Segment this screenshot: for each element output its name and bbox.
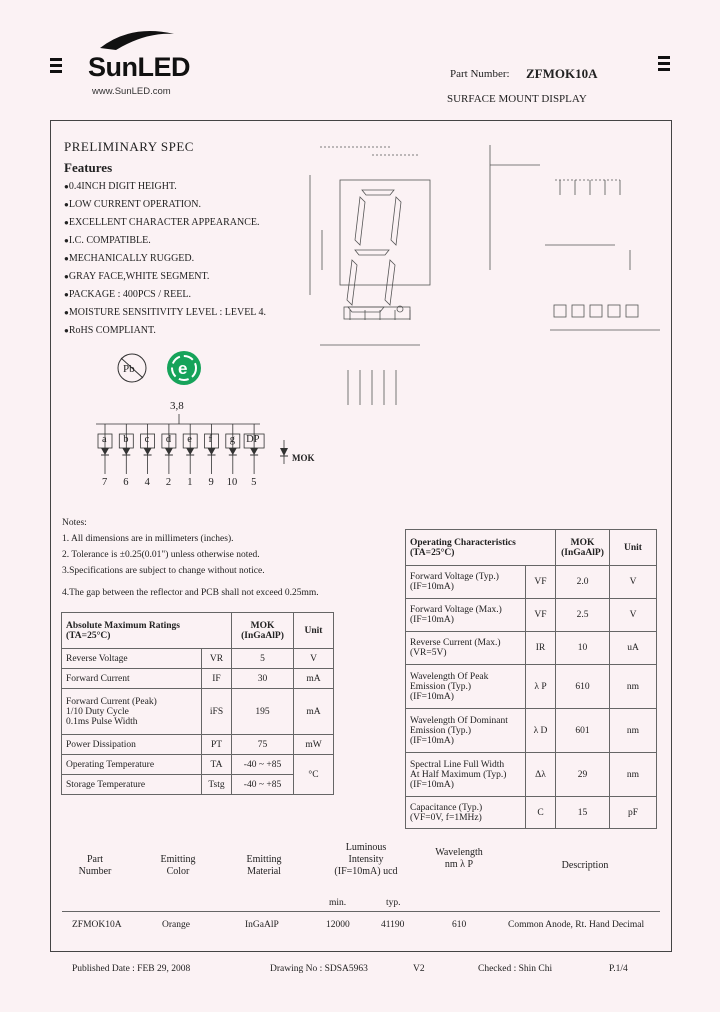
description-header: Description xyxy=(561,860,609,871)
feature-item xyxy=(64,214,266,232)
segment-label: c xyxy=(144,434,150,445)
feature-item xyxy=(64,286,266,304)
feature-item xyxy=(64,322,266,340)
feature-text: EXCELLENT CHARACTER APPEARANCE. xyxy=(68,217,260,228)
description-cell: Common Anode, Rt. Hand Decimal xyxy=(508,920,645,930)
table-row: Reverse Current (Max.) (VR=5V) IR 10 uA xyxy=(406,632,657,665)
table-row: Forward Current (Peak) 1/10 Duty Cycle 0.1ms Pulse Width iFS 195 mA xyxy=(62,689,334,735)
bullet-icon: ● xyxy=(64,254,69,263)
part-number-header: Part Number xyxy=(78,854,112,877)
feature-item xyxy=(64,268,266,286)
luminous-header: Luminous Intensity (IF=10mA) ucd xyxy=(334,842,398,877)
min-subheader: min. xyxy=(329,898,347,908)
pin-label: 7 xyxy=(102,477,108,488)
feature-text: MECHANICALLY RUGGED. xyxy=(68,253,195,264)
features-section xyxy=(64,160,266,340)
abs-max-title: Absolute Maximum Ratings (TA=25°C) xyxy=(62,613,232,649)
website-link[interactable]: www.SunLED.com xyxy=(92,86,171,97)
pin-label: 10 xyxy=(226,477,238,488)
table-row: Wavelength Of Peak Emission (Typ.) (IF=10mA) λ P 610 nm xyxy=(406,665,657,709)
feature-text: MOISTURE SENSITIVITY LEVEL : LEVEL 4. xyxy=(68,307,267,318)
notes-section xyxy=(62,515,319,601)
pin-label: 5 xyxy=(251,477,257,488)
pb-label: Pb xyxy=(123,363,135,375)
emitting-color-header: Emitting Color xyxy=(160,854,196,877)
spec-title: PRELIMINARY SPEC xyxy=(64,139,194,154)
table-row: Forward Voltage (Typ.) (IF=10mA) VF 2.0 V xyxy=(406,566,657,599)
registration-mark-right xyxy=(658,56,670,74)
color-cell: Orange xyxy=(162,920,190,930)
table-row: Wavelength Of Dominant Emission (Typ.) (IF=10mA) λ D 601 nm xyxy=(406,709,657,753)
pb-free-icon xyxy=(114,350,154,386)
min-cell: 12000 xyxy=(326,920,350,930)
diode-icon xyxy=(144,448,152,455)
bullet-icon: ● xyxy=(64,200,69,209)
bullet-icon: ● xyxy=(64,308,69,317)
feature-text: 0.4INCH DIGIT HEIGHT. xyxy=(68,181,177,192)
wavelength-cell: 610 xyxy=(452,920,467,930)
feature-text: RoHS COMPLIANT. xyxy=(68,325,156,336)
part-number-cell: ZFMOK10A xyxy=(72,920,122,930)
page-number: P.1/4 xyxy=(609,964,628,974)
material-cell: InGaAlP xyxy=(245,920,279,930)
table-divider xyxy=(62,911,660,912)
legend-diode-icon xyxy=(280,440,288,464)
checked-by: Checked : Shin Chi xyxy=(478,964,553,974)
feature-text: GRAY FACE,WHITE SEGMENT. xyxy=(68,271,210,282)
segment-label: d xyxy=(165,434,172,445)
segment-label: DP xyxy=(246,434,260,445)
segment-label: e xyxy=(187,434,192,445)
segment-label: a xyxy=(102,434,107,445)
bullet-icon: ● xyxy=(64,218,69,227)
table-row: Spectral Line Full Width At Half Maximum (Typ.) (IF=10mA) Δλ 29 nm xyxy=(406,753,657,797)
bullet-icon: ● xyxy=(64,182,69,191)
part-number-label: Part Number: xyxy=(450,68,510,80)
segment-label: f xyxy=(208,434,212,445)
diode-icon xyxy=(122,448,130,455)
diode-icon xyxy=(186,448,194,455)
abs-max-col-header: MOK (InGaAlP) xyxy=(232,613,294,649)
part-number: ZFMOK10A xyxy=(526,66,598,81)
abs-max-unit-header: Unit xyxy=(294,613,334,649)
note-line: 1. All dimensions are in millimeters (inches). xyxy=(62,534,234,544)
pin-label: 9 xyxy=(208,477,214,488)
pin-label: 1 xyxy=(187,477,193,488)
emitting-material-header: Emitting Material xyxy=(246,854,282,877)
legend-label: MOK xyxy=(292,453,315,463)
table-row: Forward Current IF 30 mA xyxy=(62,669,334,689)
common-pin-label: 3,8 xyxy=(170,400,184,412)
sunled-logo xyxy=(86,26,196,96)
feature-text: LOW CURRENT OPERATION. xyxy=(68,199,201,210)
bullet-icon: ● xyxy=(64,326,69,335)
side-view-drawing xyxy=(480,140,670,340)
pin-label: 4 xyxy=(144,477,150,488)
published-date: Published Date : FEB 29, 2008 xyxy=(72,964,191,974)
diode-icon xyxy=(229,448,237,455)
table-row: Forward Voltage (Max.) (IF=10mA) VF 2.5 V xyxy=(406,599,657,632)
table-row: Power Dissipation PT 75 mW xyxy=(62,735,334,755)
pin-label: 2 xyxy=(165,477,172,488)
product-subtitle: SURFACE MOUNT DISPLAY xyxy=(447,93,587,105)
note-line: 3.Specifications are subject to change without notice. xyxy=(62,566,265,576)
table-row: Capacitance (Typ.) (VF=0V, f=1MHz) C 15 pF xyxy=(406,797,657,829)
bullet-icon: ● xyxy=(64,290,69,299)
abs-max-table xyxy=(61,612,334,795)
version: V2 xyxy=(413,964,425,974)
typ-cell: 41190 xyxy=(381,920,405,930)
feature-item xyxy=(64,250,266,268)
diode-icon xyxy=(101,448,109,455)
front-view-drawing xyxy=(300,135,480,405)
drawing-number: Drawing No : SDSA5963 xyxy=(270,964,368,974)
wavelength-header: Wavelength nm λ P xyxy=(435,847,483,870)
table-row: Reverse Voltage VR 5 V xyxy=(62,649,334,669)
pin-label: 6 xyxy=(123,477,129,488)
feature-item xyxy=(64,196,266,214)
op-char-table xyxy=(405,529,657,829)
table-row: Storage Temperature Tstg -40 ~ +85 xyxy=(62,775,334,795)
typ-subheader: typ. xyxy=(386,898,401,908)
registration-mark-left xyxy=(50,58,62,76)
op-char-unit-header: Unit xyxy=(610,530,657,566)
eco-label: e xyxy=(178,359,188,378)
bullet-icon: ● xyxy=(64,272,69,281)
segment-label: b xyxy=(123,434,129,445)
bullet-icon: ● xyxy=(64,236,69,245)
eco-icon xyxy=(164,348,204,388)
op-char-col-header: MOK (InGaAlP) xyxy=(556,530,610,566)
feature-text: I.C. COMPATIBLE. xyxy=(68,235,151,246)
feature-item xyxy=(64,232,266,250)
features-list xyxy=(64,178,266,340)
table-row: Operating Temperature TA -40 ~ +85 °C xyxy=(62,755,334,775)
note-line: 2. Tolerance is ±0.25(0.01") unless otherwise noted. xyxy=(62,550,260,560)
diode-icon xyxy=(165,448,173,455)
diode-icon xyxy=(250,448,258,455)
note-line: 4.The gap between the reflector and PCB shall not exceed 0.25mm. xyxy=(62,588,319,598)
notes-title: Notes: xyxy=(62,518,87,528)
op-char-title: Operating Characteristics (TA=25°C) xyxy=(406,530,556,566)
logo-text: SunLED xyxy=(88,52,190,82)
diode-icon xyxy=(208,448,216,455)
feature-text: PACKAGE : 400PCS / REEL. xyxy=(68,289,191,300)
segment-label: g xyxy=(229,434,236,445)
feature-item xyxy=(64,178,266,196)
feature-item xyxy=(64,304,266,322)
features-title: Features xyxy=(64,160,113,175)
